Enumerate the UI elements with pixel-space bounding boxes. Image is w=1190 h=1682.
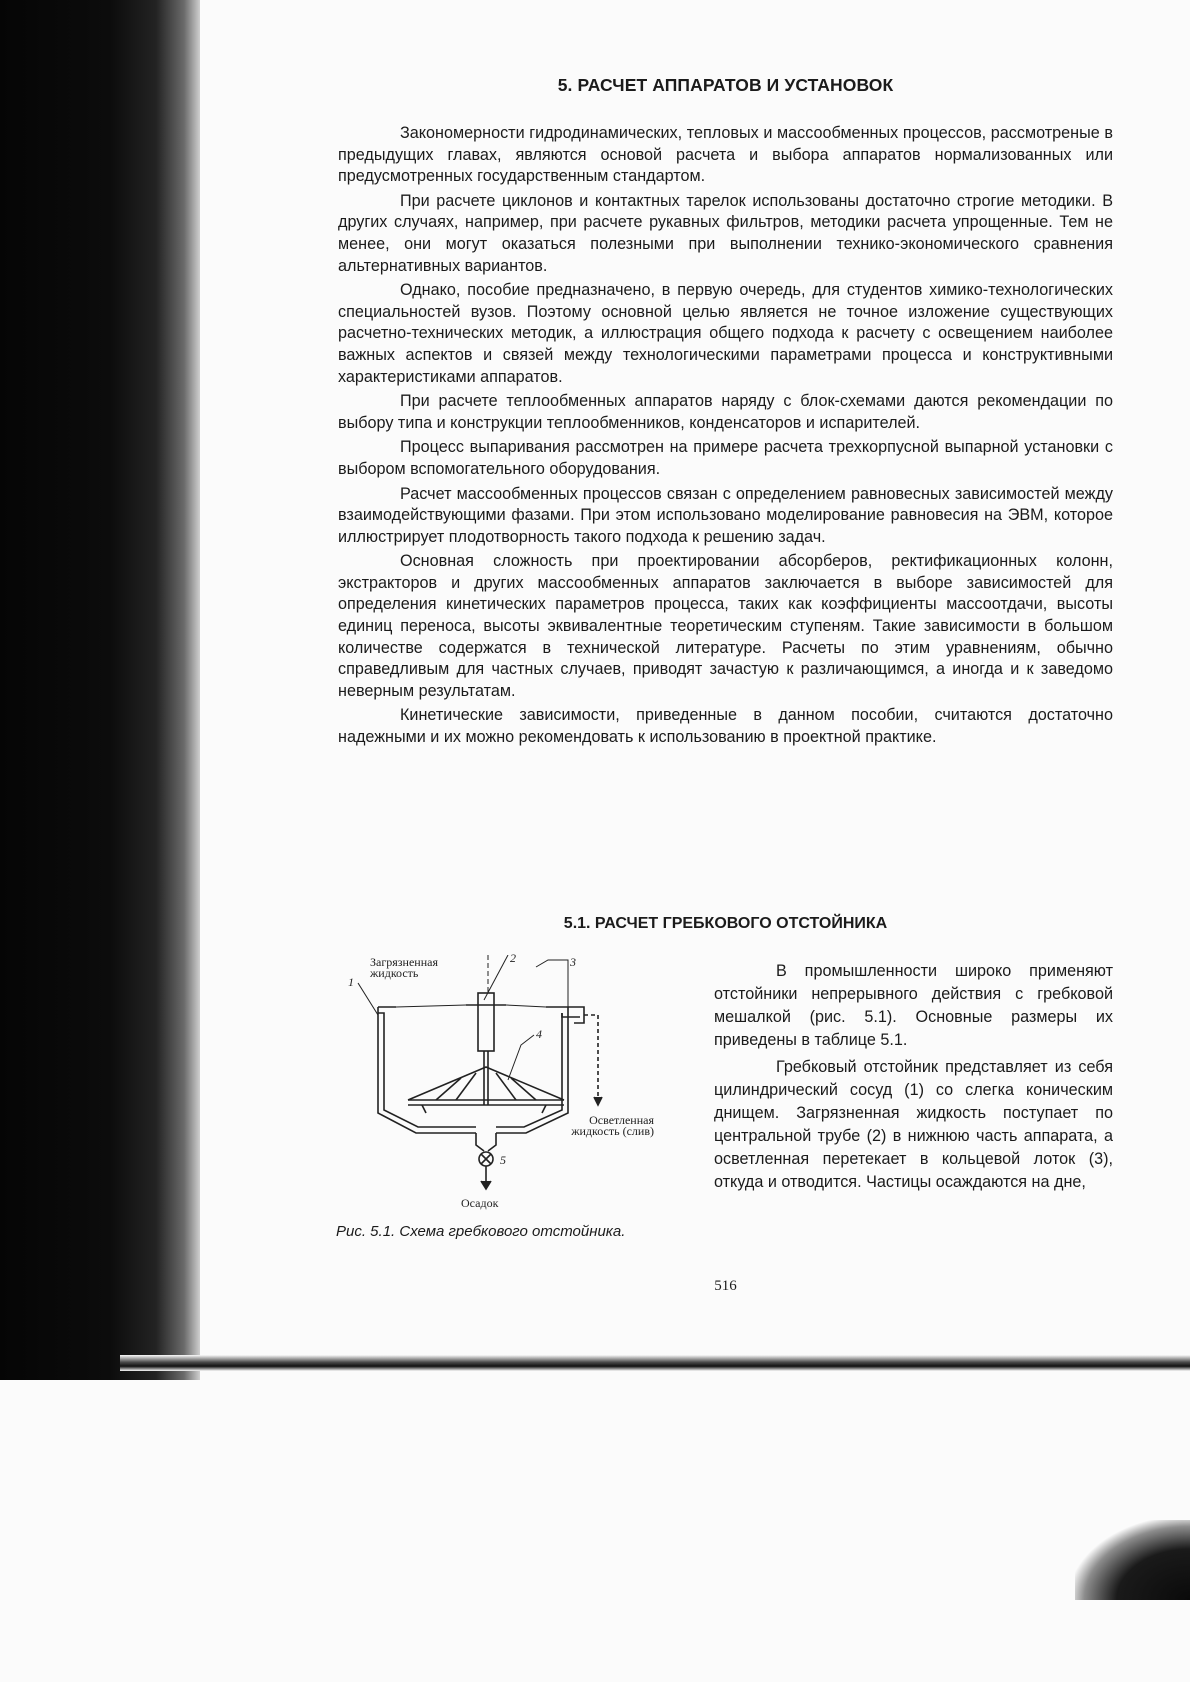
corner-shadow <box>1075 1520 1190 1600</box>
inlet-label-line: жидкость <box>370 966 419 980</box>
section-heading: 5.1. РАСЧЕТ ГРЕБКОВОГО ОТСТОЙНИКА <box>563 915 888 932</box>
paragraph: Кинетические зависимости, приведенные в данном пособии, считаются достаточно надежными и их можно рекомендовать к использованию в проектной практике. <box>338 706 1113 747</box>
book-spine-shadow <box>0 0 200 1380</box>
thickener-diagram <box>336 951 691 1225</box>
body-text <box>338 123 1113 752</box>
outlet-label <box>558 1115 654 1137</box>
callout-1: 1 <box>348 975 354 989</box>
outlet-label-line: жидкость (слив) <box>571 1124 654 1138</box>
sediment-label: Осадок <box>461 1196 499 1210</box>
chapter-heading: 5. РАСЧЕТ АППАРАТОВ И УСТАНОВОК <box>557 75 894 95</box>
inlet-label-line: Загрязненная <box>370 955 438 969</box>
callout-2: 2 <box>510 951 516 965</box>
callout-3: 3 <box>570 955 576 969</box>
paragraph: Процесс выпаривания рассмотрен на примере расчета трехкорпусной выпарной установки с выбором вспомогательного оборудования. <box>338 438 1113 478</box>
paragraph: Основная сложность при проектировании абсорберов, ректификационных колонн, экстракторов и других массообменных аппаратов заключается в выборе зависимостей для определения кинетических параметров процесса, таких как коэффициенты массоотдачи, высоты единиц переноса, высоты эквивалентные теоретическим ступеням. Такие зависимости в большом количестве содержатся в технической литературе. Расчеты по этим уравнениям, обычно справедливым для частных случаев, приводят зачастую к различающимся, а иногда и к заведомо неверным результатам. <box>338 552 1113 700</box>
callout-4: 4 <box>536 1027 542 1041</box>
paragraph: Однако, пособие предназначено, в первую очередь, для студентов химико-технологических специальностей вузов. Поэтому основной целью является не точное изложение существующих расчетно-технических методик, а иллюстрация общего подхода к расчету с освещением наиболее важных аспектов и связей между технологическими параметрами процесса и конструктивными характеристиками аппаратов. <box>338 281 1113 386</box>
page-number: 516 <box>714 1278 737 1294</box>
side-text <box>714 960 1113 1198</box>
thickener-schematic <box>336 955 691 1225</box>
paragraph: При расчете циклонов и контактных тарелок использованы достаточно строгие методики. В других случаях, например, при расчете рукавных фильтров, методики расчета упрощенные. Тем не менее, они могут оказаться полезными при выполнении технико-экономического сравнения альтернативных вариантов. <box>338 191 1113 275</box>
inlet-label <box>370 957 438 979</box>
paragraph: В промышленности широко применяют отстойники непрерывного действия с гребковой мешалкой (рис. 5.1). Основные размеры их приведены в таблице 5.1. <box>714 962 1113 1049</box>
figure-caption: Рис. 5.1. Схема гребкового отстойника. <box>336 1223 626 1240</box>
callout-5: 5 <box>500 1153 506 1167</box>
paragraph: Закономерности гидродинамических, тепловых и массообменных процессов, рассмотреные в предыдущих главах, являются основой расчета и выбора аппаратов нормализованных или предусмотренных государственным стандартом. <box>338 124 1113 186</box>
outlet-label-line: Осветленная <box>589 1113 654 1127</box>
paragraph: При расчете теплообменных аппаратов наряду с блок-схемами даются рекомендации по выбору типа и конструкции теплообменников, конденсаторов и испарителей. <box>338 392 1113 432</box>
page-bottom-shadow <box>120 1355 1190 1371</box>
paragraph: Расчет массообменных процессов связан с определением равновесных зависимостей между взаимодействующими фазами. При этом использовано моделирование равновесия на ЭВМ, которое иллюстрирует плодотворность такого подхода к решению задач. <box>338 484 1113 546</box>
paragraph: Гребковый отстойник представляет из себя цилиндрический сосуд (1) со слегка коническим днищем. Загрязненная жидкость поступает по центральной трубе (2) в нижнюю часть аппарата, а осветленная перетекает в кольцевой лоток (3), откуда и отводится. Частицы осаждаются на дне, <box>714 1058 1113 1191</box>
